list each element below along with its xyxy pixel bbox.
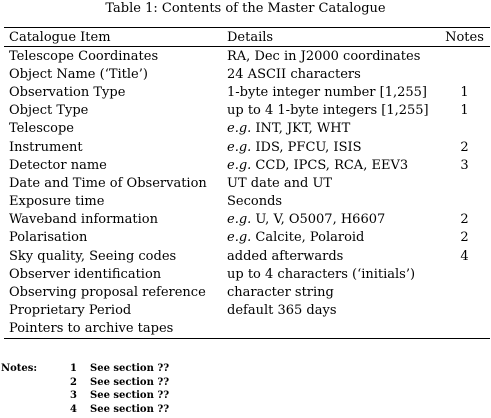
table-caption: Table 1: Contents of the Master Catalogue bbox=[105, 1, 386, 16]
example-prefix: e.g. bbox=[227, 139, 252, 155]
details-text: Seconds bbox=[227, 194, 283, 210]
catalogue-item-cell: Pointers to archive tapes bbox=[9, 321, 174, 337]
catalogue-item-cell: Instrument bbox=[9, 139, 83, 155]
details-text: default 365 days bbox=[227, 303, 337, 319]
table-row bbox=[4, 193, 490, 211]
details-cell bbox=[224, 49, 437, 64]
note-ref-cell: 1 bbox=[460, 103, 469, 119]
note-text: See section ?? bbox=[90, 363, 170, 374]
note-line bbox=[1, 376, 169, 390]
catalogue-item-cell: Object Name (‘Title’) bbox=[9, 66, 148, 82]
details-cell bbox=[224, 285, 437, 300]
notes-label bbox=[1, 376, 57, 390]
catalogue-item-cell: Object Type bbox=[9, 103, 89, 119]
note-line bbox=[1, 389, 169, 403]
details-text: Calcite, Polaroid bbox=[255, 230, 365, 246]
note-ref-cell: 4 bbox=[460, 248, 469, 264]
table-row bbox=[4, 283, 490, 301]
example-prefix: e.g. bbox=[227, 230, 252, 246]
details-text: U, V, O5007, H6607 bbox=[255, 212, 386, 228]
notes-section bbox=[1, 362, 169, 417]
catalogue-item-cell: Telescope bbox=[9, 121, 74, 137]
example-prefix: e.g. bbox=[227, 157, 252, 173]
catalogue-item-cell: Date and Time of Observation bbox=[9, 175, 207, 191]
table-row bbox=[4, 102, 490, 120]
details-text: CCD, IPCS, RCA, EEV3 bbox=[255, 157, 409, 173]
note-text: See section ?? bbox=[90, 376, 170, 388]
details-text: up to 4 characters (‘initials’) bbox=[227, 266, 416, 282]
table-row bbox=[4, 83, 490, 101]
note-ref-cell: 2 bbox=[460, 230, 469, 246]
details-text: RA, Dec in J2000 coordinates bbox=[227, 48, 421, 64]
catalogue-item-cell: Proprietary Period bbox=[9, 303, 132, 319]
catalogue-item-cell: Observer identification bbox=[9, 266, 162, 282]
table-row bbox=[4, 211, 490, 229]
details-cell bbox=[224, 67, 437, 82]
catalogue-item-cell: Observation Type bbox=[9, 84, 126, 100]
table-row bbox=[4, 174, 490, 192]
details-cell bbox=[224, 140, 437, 155]
details-cell bbox=[224, 121, 437, 136]
details-cell bbox=[224, 303, 437, 318]
details-cell bbox=[224, 267, 437, 282]
note-line bbox=[1, 362, 169, 376]
note-ref-cell: 2 bbox=[460, 212, 469, 228]
notes-label bbox=[1, 389, 57, 403]
note-text: See section ?? bbox=[90, 390, 170, 402]
details-cell bbox=[224, 85, 437, 100]
details-cell bbox=[224, 212, 437, 227]
example-prefix: e.g. bbox=[227, 212, 252, 228]
note-text: See section ?? bbox=[90, 404, 170, 416]
table-header-row bbox=[4, 28, 490, 47]
header-details: Details bbox=[227, 29, 274, 45]
catalogue-item-cell: Exposure time bbox=[9, 194, 105, 210]
note-ref-cell: 2 bbox=[460, 139, 469, 155]
notes-list bbox=[1, 362, 169, 417]
catalogue-item-cell: Observing proposal reference bbox=[9, 285, 206, 301]
table-row bbox=[4, 65, 490, 83]
header-catalogue-item: Catalogue Item bbox=[9, 29, 111, 45]
catalogue-item-cell: Sky quality, Seeing codes bbox=[9, 248, 177, 264]
table-row bbox=[4, 120, 490, 138]
details-cell bbox=[224, 103, 437, 118]
note-ref-cell: 3 bbox=[460, 157, 469, 173]
table-row bbox=[4, 265, 490, 283]
catalogue-item-cell: Detector name bbox=[9, 157, 107, 173]
table-row bbox=[4, 320, 490, 338]
header-notes: Notes bbox=[445, 29, 484, 45]
table-row bbox=[4, 138, 490, 156]
details-text: character string bbox=[227, 285, 334, 301]
details-cell bbox=[224, 176, 437, 191]
example-prefix: e.g. bbox=[227, 121, 252, 137]
table-row bbox=[4, 247, 490, 265]
note-number: 2 bbox=[70, 376, 77, 388]
details-cell bbox=[224, 230, 437, 245]
table-row bbox=[4, 302, 490, 320]
table-row bbox=[4, 47, 490, 65]
note-number: 4 bbox=[70, 404, 77, 416]
details-cell bbox=[224, 158, 437, 173]
table-row bbox=[4, 156, 490, 174]
details-cell bbox=[224, 194, 437, 209]
note-line bbox=[1, 403, 169, 417]
details-text: up to 4 1-byte integers [1,255] bbox=[227, 103, 429, 119]
table-body bbox=[4, 47, 490, 338]
details-text: IDS, PFCU, ISIS bbox=[255, 139, 362, 155]
notes-label: Notes: bbox=[1, 363, 38, 374]
details-text: INT, JKT, WHT bbox=[255, 121, 351, 137]
note-ref-cell: 1 bbox=[460, 84, 469, 100]
details-cell bbox=[224, 249, 437, 264]
catalogue-table bbox=[4, 27, 490, 339]
catalogue-item-cell: Polarisation bbox=[9, 230, 88, 246]
catalogue-item-cell: Telescope Coordinates bbox=[9, 48, 159, 64]
note-number: 3 bbox=[70, 390, 77, 402]
note-number: 1 bbox=[70, 363, 77, 374]
details-text: 24 ASCII characters bbox=[227, 66, 361, 82]
catalogue-item-cell: Waveband information bbox=[9, 212, 158, 228]
details-text: 1-byte integer number [1,255] bbox=[227, 84, 427, 100]
details-text: UT date and UT bbox=[227, 175, 333, 191]
notes-label bbox=[1, 403, 57, 417]
table-row bbox=[4, 229, 490, 247]
details-text: added afterwards bbox=[227, 248, 344, 264]
